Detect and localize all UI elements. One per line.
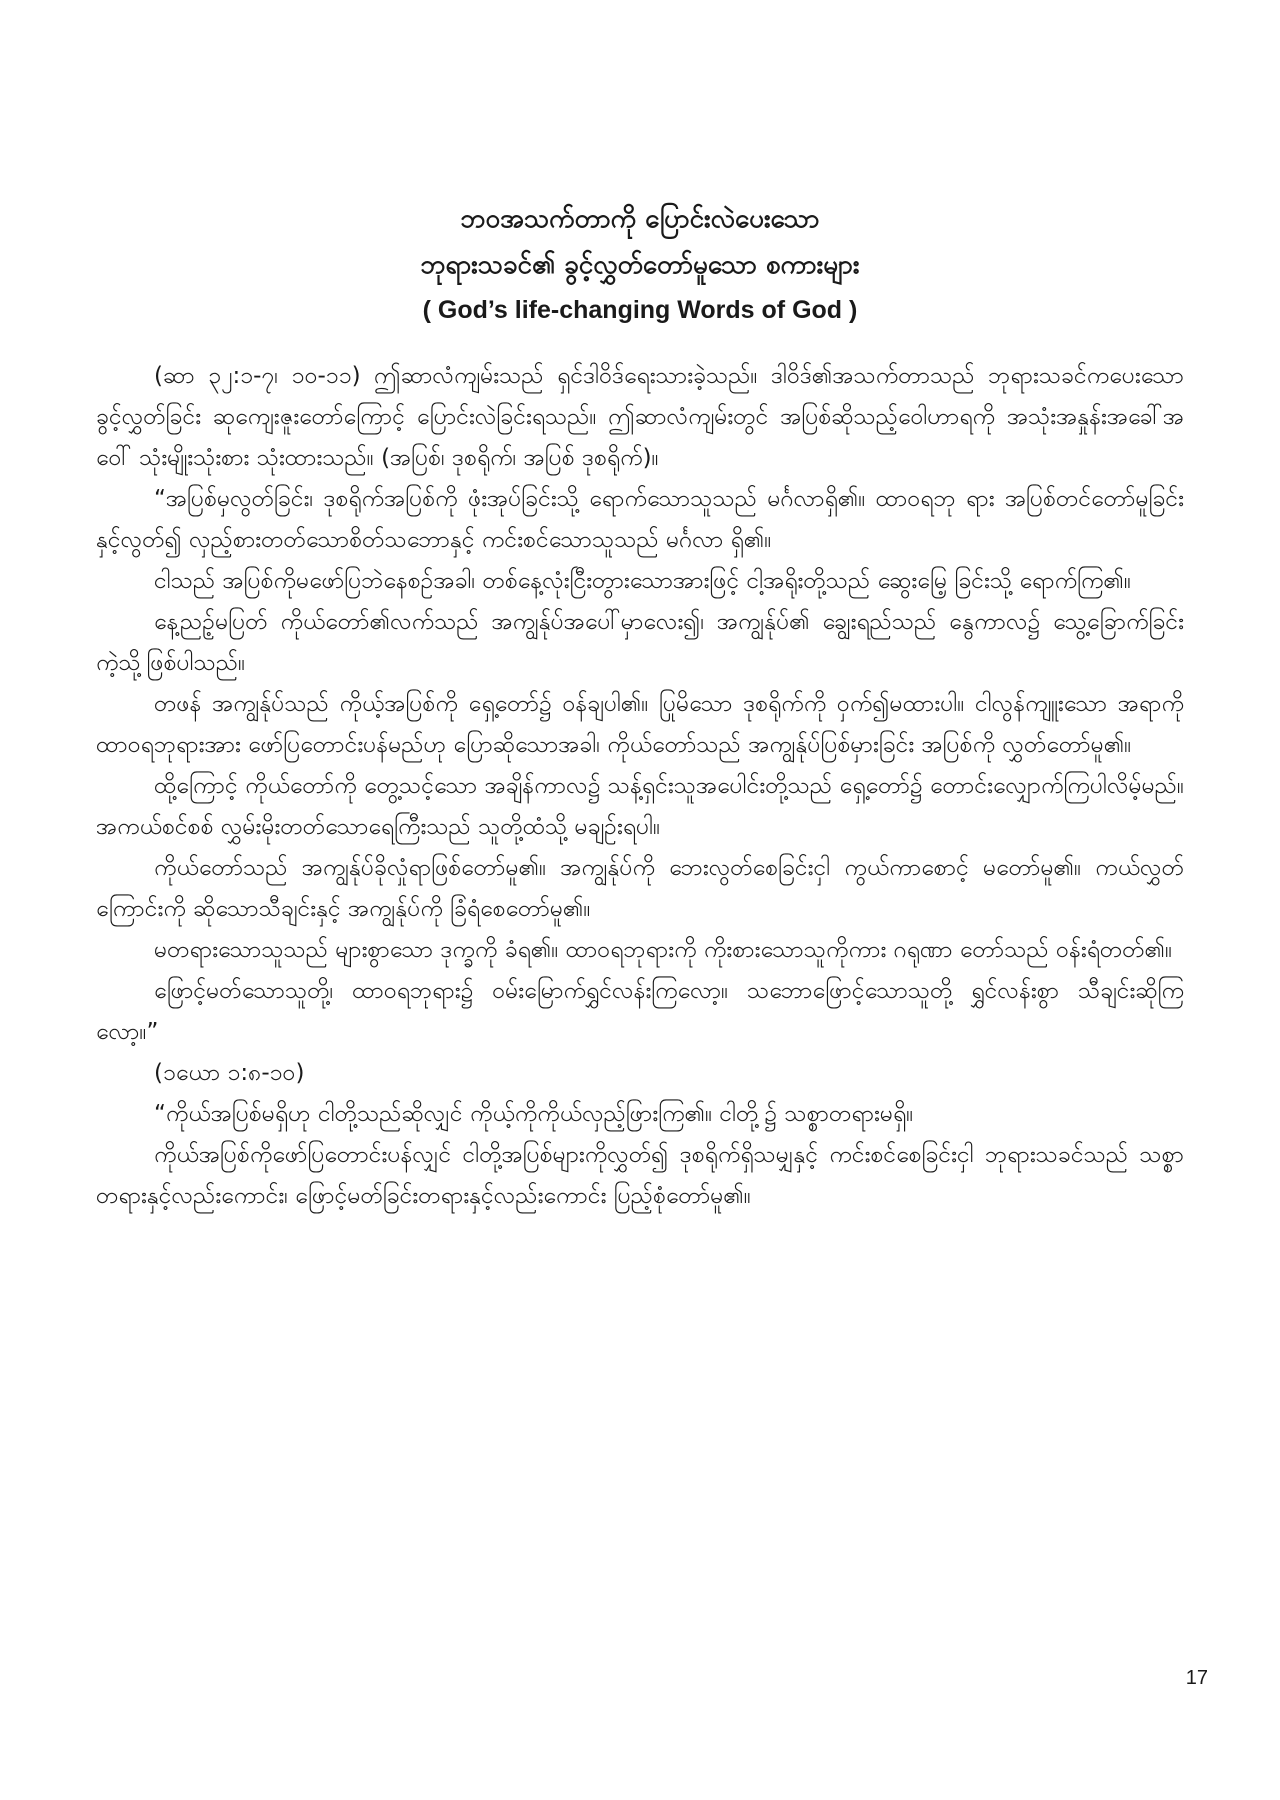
paragraph-john-reference: (၁ယော ၁:၈-၁၀)	[154, 1060, 305, 1086]
title-line-1: ဘဝအသက်တာကို ပြောင်းလဲပေးသော	[460, 204, 820, 234]
paragraph-verse-5: တဖန် အကျွန်ုပ်သည် ကိုယ့်အပြစ်ကို ရှေ့တော်၌ ဝန်ချပါ၏။ ပြုမိသော ဒုစရိုက်ကို ဝှက်၍မထားပါ။ ငါလွန်ကျူးသော အရာကို ထာဝရဘုရားအား ဖော်ပြတောင်းပန်မည်ဟု ပြောဆိုသောအခါ၊ ကိုယ်တော်သည် အကျွန်ုပ်ပြစ်မှားခြင်း အပြစ်ကို လွှတ်တော်မူ၏။	[96, 691, 1184, 758]
paragraph-verse-11: ဖြောင့်မတ်သောသူတို့၊ ထာဝရဘုရား၌ ဝမ်းမြောက်ရွှင်လန်းကြလော့။ သဘောဖြောင့်သောသူတို့ ရွှင်လန်းစွာ သီချင်းဆိုကြလော့။”	[96, 978, 1184, 1045]
paragraph-verse-6: ထို့ကြောင့် ကိုယ်တော်ကို တွေ့သင့်သော အချိန်ကာလ၌ သန့်ရှင်းသူအပေါင်းတို့သည် ရှေ့တော်၌ တောင်းလျှောက်ကြပါလိမ့်မည်။ အကယ်စင်စစ် လွှမ်းမိုးတတ်သောရေကြီးသည် သူတို့ထံသို့ မချဉ်းရပါ။	[96, 773, 1184, 840]
paragraph-verse-1-2: “အပြစ်မှလွတ်ခြင်း၊ ဒုစရိုက်အပြစ်ကို ဖုံးအုပ်ခြင်းသို့ ရောက်သောသူသည် မင်္ဂလာရှိ၏။ ထာဝရဘု ရား အပြစ်တင်တော်မူခြင်းနှင့်လွတ်၍ လှည့်စားတတ်သောစိတ်သဘောနှင့် ကင်းစင်သောသူသည် မင်္ဂလာ ရှိ၏။	[96, 486, 1184, 553]
title-english: ( God’s life-changing Words of God )	[422, 296, 858, 324]
paragraph-john-verse-8: “ကိုယ်အပြစ်မရှိဟု ငါတို့သည်ဆိုလျှင် ကိုယ့်ကိုကိုယ်လှည့်ဖြားကြ၏။ ငါတို့၌ သစ္စာတရားမရှိ။	[154, 1101, 914, 1127]
paragraph-verse-3: ငါသည် အပြစ်ကိုမဖော်ပြဘဲနေစဉ်အခါ၊ တစ်နေ့လုံးငြီးတွားသောအားဖြင့် ငါ့အရိုးတို့သည် ဆွေးမြေ့ ခြင်းသို့ ရောက်ကြ၏။	[154, 568, 1131, 594]
paragraph-john-verse-9: ကိုယ်အပြစ်ကိုဖော်ပြတောင်းပန်လျှင် ငါတို့အပြစ်များကိုလွှတ်၍ ဒုစရိုက်ရှိသမျှနှင့် ကင်းစင်စေခြင်းငှါ ဘုရားသခင်သည် သစ္စာတရားနှင့်လည်းကောင်း၊ ဖြောင့်မတ်ခြင်းတရားနှင့်လည်းကောင်း ပြည့်စုံတော်မူ၏။	[96, 1142, 1184, 1209]
paragraph-verse-7: ကိုယ်တော်သည် အကျွန်ုပ်ခိုလှုံရာဖြစ်တော်မူ၏။ အကျွန်ုပ်ကို ဘေးလွတ်စေခြင်းငှါ ကွယ်ကာစောင့် မတော်မူ၏။ ကယ်လွှတ်ကြောင်းကို ဆိုသောသီချင်းနှင့် အကျွန်ုပ်ကို ခြံရံစေတော်မူ၏။	[96, 855, 1184, 922]
body-text	[96, 356, 1184, 1217]
page-number: 17	[1185, 1667, 1208, 1689]
paragraph-verse-10: မတရားသောသူသည် များစွာသော ဒုက္ခကို ခံရ၏။ ထာဝရဘုရားကို ကိုးစားသောသူကိုကား ဂရုဏာ တော်သည် ဝန်းရံတတ်၏။	[154, 937, 1173, 963]
paragraph-verse-4: နေ့ညဉ့်မပြတ် ကိုယ်တော်၏လက်သည် အကျွန်ုပ်အပေါ်မှာလေး၍၊ အကျွန်ုပ်၏ ချွေးရည်သည် နွေကာလ၌ သွေ့ခြောက်ခြင်းကဲ့သို့ဖြစ်ပါသည်။	[96, 609, 1184, 676]
paragraph-psalm-intro: (ဆာ ၃၂:၁-၇၊ ၁၀-၁၁) ဤဆာလံကျမ်းသည် ရှင်ဒါဝိဒ်ရေးသားခဲ့သည်။ ဒါဝိဒ်၏အသက်တာသည် ဘုရားသခင်ကပေးသောခွင့်လွှတ်ခြင်း ဆုကျေးဇူးတော်ကြောင့် ပြောင်းလဲခြင်းရသည်။ ဤဆာလံကျမ်းတွင် အပြစ်ဆိုသည့်ဝေါဟာရကို အသုံးအနှုန်းအခေါ်အဝေါ် သုံးမျိုးသုံးစား သုံးထားသည်။ (အပြစ်၊ ဒုစရိုက်၊ အပြစ် ဒုစရိုက်)။	[96, 363, 1184, 471]
title-block	[0, 196, 1280, 332]
title-line-2: ဘုရားသခင်၏ ခွင့်လွှတ်တော်မူသော စကားများ	[420, 250, 860, 280]
